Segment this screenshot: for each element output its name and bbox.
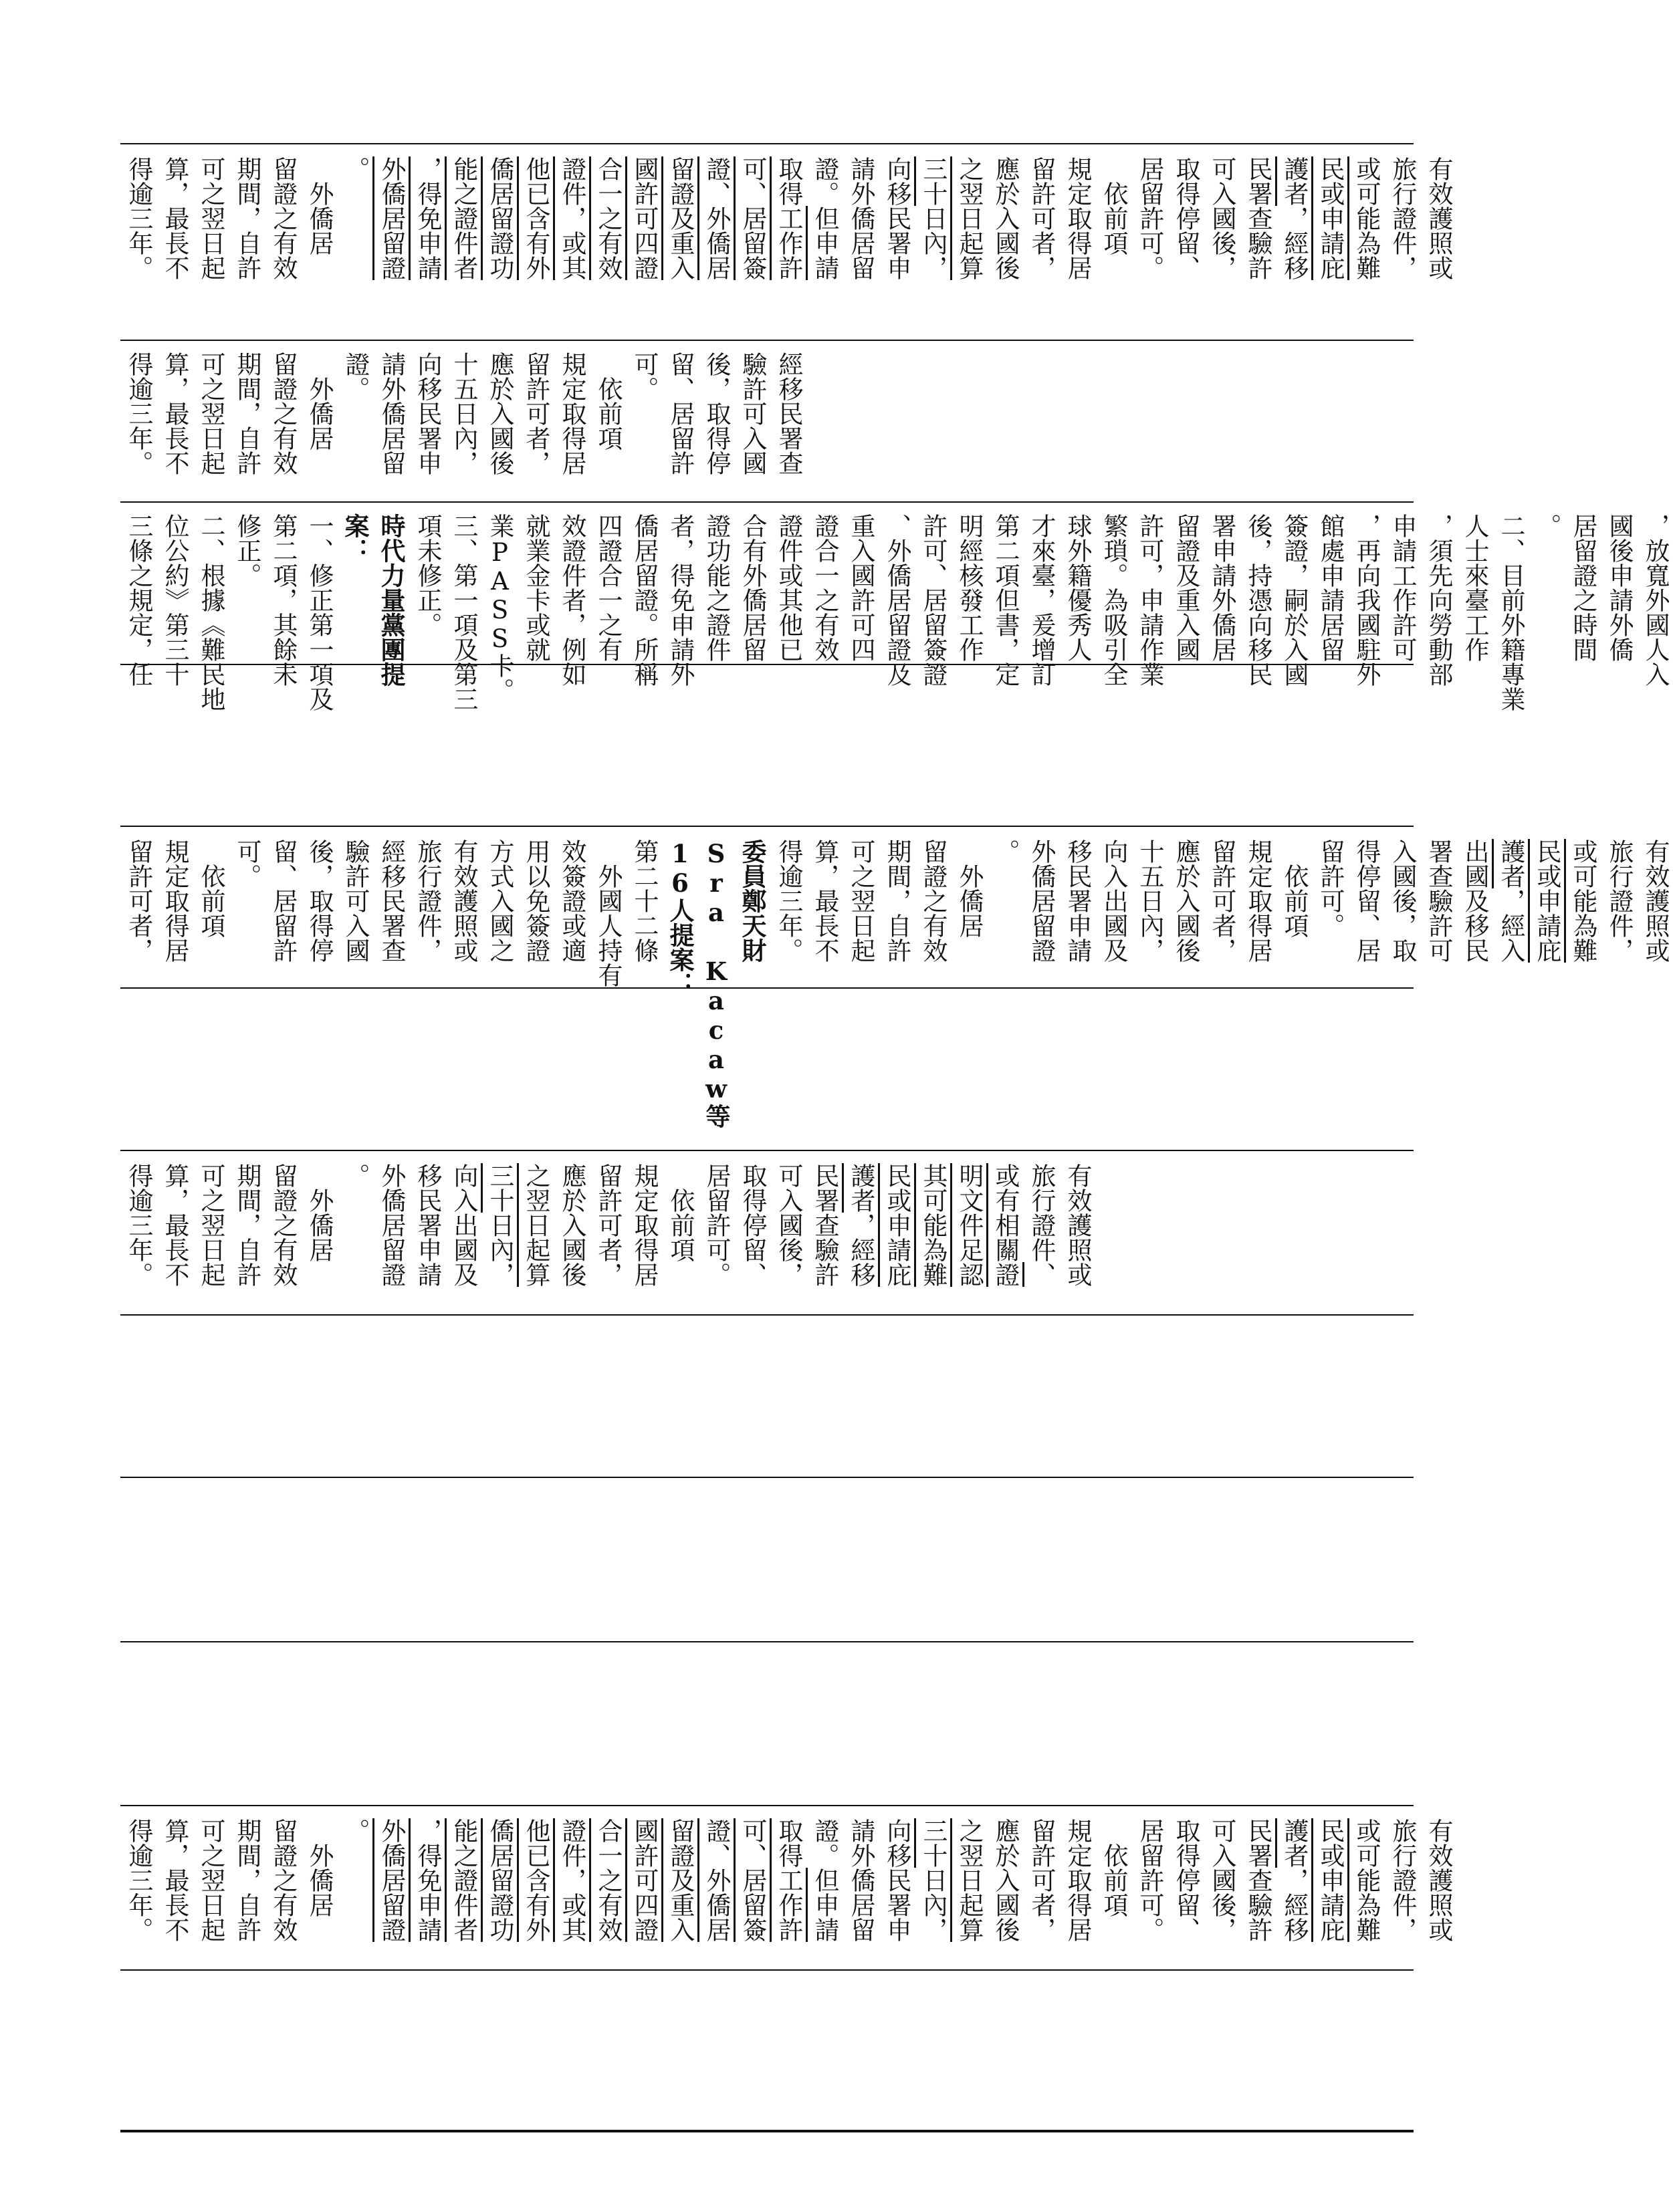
table-band-1	[120, 144, 1670, 711]
text-run: 有效護照或 旅行證件	[1027, 1163, 1092, 1287]
underlined-amendment-run: 或可能為難 民或申請庇 護者	[1496, 839, 1597, 963]
rule-empty-b	[120, 1641, 1414, 1642]
rule-bottom	[120, 2130, 1414, 2132]
underlined-amendment-run: 、 或有相關證 明文件足認 其可能為難 民或申請庇 護者	[847, 1163, 1056, 1287]
text-run: ，經入 出國及移民 署查驗許可 入國後，取 得停留、居 留許可。 依前項 規定取得居 留許可者， 應於入國後 十五日內， 向入出國及 移民署申請 外僑居留證 。 外僑居 留證之有效 期間，自許 可之翌日起 算，最長不 得逾三年。	[774, 839, 1525, 963]
table-band-3	[120, 827, 1670, 1128]
underlined-amendment-run: 但申請 取得工作許 可、居留簽 證、外僑居 留證及重入 國許可四證 合一之有效 證件，或其 他已含有外 僑居留證功 能之證件者 ，得免申請 外僑居留證	[377, 156, 839, 280]
underlined-amendment-run: 但申請 取得工作許 可、居留簽 證、外僑居 留證及重入 國許可四證 合一之有效 證件，或其 他已含有外 僑居留證功 能之證件者 ，得免申請 外僑居留證	[377, 1818, 839, 1942]
text-run: 有效護照或 旅行證件，	[1388, 156, 1453, 280]
bold-heading-run: 委員鄭天財 Sra Kacaw等 16人提案：	[665, 839, 767, 1128]
text-run: 日內， 向移民署申 請外僑居留 證。	[810, 1818, 947, 1942]
text-run: 日內， 向移民署申 請外僑居留 證。	[810, 156, 947, 280]
table-cell	[120, 352, 806, 475]
table-cell	[120, 1818, 1456, 1942]
text-run: 有效護照或 旅行證件，	[1388, 1818, 1453, 1942]
bold-heading-run: 時代力量黨團提 案：	[340, 513, 406, 687]
underlined-amendment-run: 或可能為難 民或申請庇 護者	[1280, 156, 1381, 280]
underlined-amendment-run: 之翌日起算 三十	[919, 156, 984, 280]
text-run: 。 外僑居 留證之有效 期間，自許 可之翌日起 算，最長不 得逾三年。	[124, 1818, 370, 1942]
underlined-amendment-run: 或可能為難 民或申請庇 護者	[1280, 1818, 1381, 1942]
underlined-amendment-run: 之翌日起算 三十	[919, 1818, 984, 1942]
rule-empty-a	[120, 1477, 1414, 1478]
text-run: ，經移 民署查驗許 可入國後， 取得停留、 居留許可。 依前項 規定取得居 留許可者， 應於入國後	[991, 1818, 1309, 1942]
text-run: ，經移 民署查驗許 可入國後， 取得停留、 居留許可。 依前項 規定取得居 留許可者， 應於入國後	[558, 1163, 875, 1287]
underlined-amendment-run: 之翌日起算 三十	[485, 1163, 550, 1287]
table-cell	[120, 513, 1673, 711]
table-band-2	[120, 1151, 1414, 1315]
text-run: ，經移 民署查驗許 可入國後， 取得停留、 居留許可。 依前項 規定取得居 留許可者， 應於入國後	[991, 156, 1309, 280]
text-run: 。 外僑居 留證之有效 期間，自許 可之翌日起 算，最長不 得逾三年。	[124, 156, 370, 280]
text-run: 一、修正第一項及 第二項，其餘未 修正。 二、根據《難民地 位公約》第三十 三條之規定，任	[124, 513, 334, 711]
text-run: 日內， 向入出國及 移民署申請 外僑居留證 。 外僑居 留證之有效 期間，自許 可之翌日起 算，最長不 得逾三年。	[124, 1163, 514, 1287]
table-cell	[120, 1163, 1095, 1287]
table-cell	[120, 156, 1456, 280]
table-band-4	[120, 1806, 1453, 1970]
text-run: 第二十二條 外國人持有 效簽證或適 用以免簽證 方式入國之 有效護照或 旅行證件， 經移民署查 驗許可入國 後，取得停 留、居留許 可。 依前項 規定取得居 留許可者，	[124, 839, 659, 987]
table-cell	[120, 839, 1673, 1128]
text-run: 有效護照或 旅行證件，	[1605, 839, 1670, 963]
text-run: 經移民署查 驗許可入國 後，取得停 留、居留許 可。 依前項 規定取得居 留許可者， 應於入國後 十五日內， 向移民署申 請外僑居留 證。 外僑居 留證之有效 期間，自許 可之翌日起 算，最長不 得逾三年。	[124, 352, 803, 475]
text-run: ，放寬外國人入 國後申請外僑 居留證之時間 。 二、目前外籍專業 人士來臺工作 ，須先向勞動部 申請工作許可 ，再向我國駐外 館處申請居留 簽證，嗣於入國 後，持憑向移民 署申請外僑居 留證及重入國 許可，申請作業 繁瑣。為吸引全 球外籍優秀人 才來臺，爰增訂 第二項但書，定 明經核發工作 許可、居留簽證 、外僑居留證及 重入國許可四 證合一之有效 證件或其他已 合有外僑居留 證功能之證件 者，得免申請外 僑居留證。所稱 四證合一之有 效證件者，例如 就業金卡或就 業PASS卡。 三、第一項及第三 項未修正。	[413, 513, 1670, 711]
